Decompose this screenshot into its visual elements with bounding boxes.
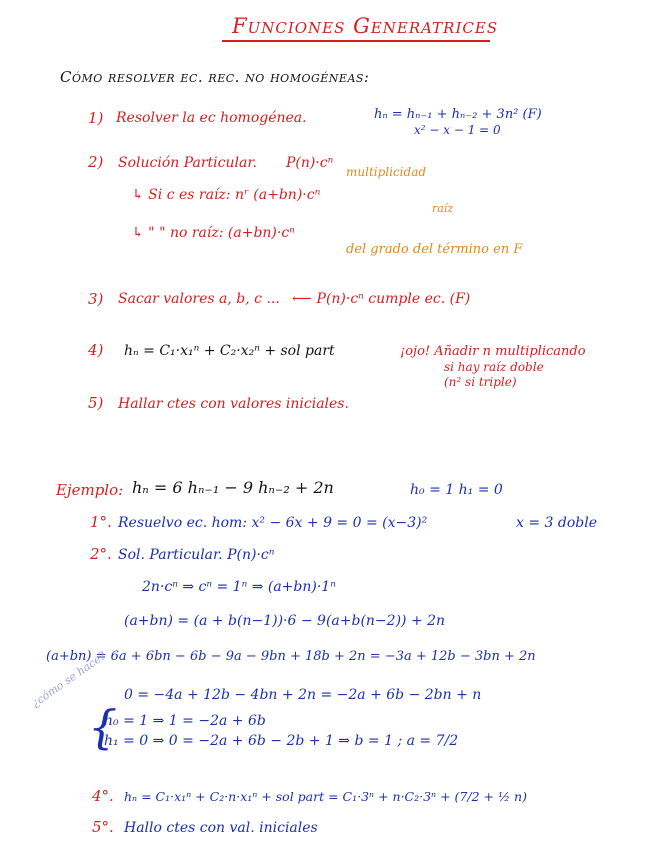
subtitle: Cómo resolver ec. rec. no homogéneas: (60, 68, 370, 86)
example-step-4: hₙ = C₁·x₁ⁿ + C₂·n·x₁ⁿ + sol part = C₁·3ⁿ + n·C₂·3ⁿ + (7/2 + ½ n) (124, 789, 527, 804)
step-4-warning-line3: (n² si triple) (444, 375, 517, 389)
step-3-text: Sacar valores a, b, c ... (118, 291, 280, 307)
note-multiplicidad: multiplicidad (346, 165, 427, 179)
example-equation: hₙ = 6 hₙ₋₁ − 9 hₙ₋₂ + 2n (132, 478, 334, 497)
step-1-text: Resolver la ec homogénea. (116, 110, 307, 126)
step-2-text: Solución Particular. (118, 155, 257, 171)
example-label: Ejemplo: (56, 481, 124, 499)
example-line-1: 2n·cⁿ ⇒ cⁿ = 1ⁿ ⇒ (a+bn)·1ⁿ (142, 579, 336, 595)
example-system-line-1: h₀ = 1 ⇒ 1 = −2a + 6b (104, 713, 266, 729)
step-1-number: 1) (88, 109, 104, 127)
step-4-text: hₙ = C₁·x₁ⁿ + C₂·x₂ⁿ + sol part (124, 343, 335, 359)
step-1-equation: hₙ = hₙ₋₁ + hₙ₋₂ + 3n² (F) (374, 107, 542, 122)
example-step-2: Sol. Particular. P(n)·cⁿ (118, 547, 275, 563)
example-line-3: (a+bn) = 6a + 6bn − 6b − 9a − 9bn + 18b + 2n = −3a + 12b − 3bn + 2n (46, 649, 536, 664)
step-4-number: 4) (88, 341, 104, 359)
example-step-5-number: 5°. (92, 818, 114, 836)
example-step-1-number: 1°. (90, 513, 112, 531)
example-step-2-number: 2°. (90, 545, 112, 563)
system-brace: { (88, 700, 118, 754)
step-3-arrow-note: ⟵ P(n)·cⁿ cumple ec. (F) (292, 291, 471, 307)
step-5-text: Hallar ctes con valores iniciales. (118, 396, 349, 412)
step-2-case-root: ↳ Si c es raíz: nʳ (a+bn)·cⁿ (132, 187, 321, 203)
step-4-warning: ¡ojo! Añadir n multiplicando (400, 344, 586, 359)
step-5-number: 5) (88, 394, 104, 412)
note-raiz: raíz (432, 202, 454, 215)
step-2-number: 2) (88, 153, 104, 171)
step-4-warning-line2: si hay raíz doble (444, 360, 544, 374)
note-grado: del grado del término en F (346, 242, 523, 257)
step-3-number: 3) (88, 290, 104, 308)
example-step-1: Resuelvo ec. hom: x² − 6x + 9 = 0 = (x−3)² (118, 515, 428, 531)
step-2-case-nonroot: ↳ " " no raíz: (a+bn)·cⁿ (132, 225, 295, 241)
example-line-4: 0 = −4a + 12b − 4bn + 2n = −2a + 6b − 2bn + n (124, 687, 482, 703)
example-step-4-number: 4°. (92, 787, 114, 805)
example-initial-values: h₀ = 1 h₁ = 0 (410, 482, 503, 498)
step-1-characteristic: x² − x − 1 = 0 (414, 123, 501, 137)
example-system-line-2: h₁ = 0 ⇒ 0 = −2a + 6b − 2b + 1 ⇒ b = 1 ; a = 7/2 (104, 733, 459, 749)
page-title: Funciones Generatrices (232, 14, 499, 38)
side-note: ¿cómo se hace? (29, 649, 109, 710)
step-2-formula: P(n)·cⁿ (286, 155, 334, 171)
example-step-5: Hallo ctes con val. iniciales (124, 820, 318, 836)
example-step-1-root: x = 3 doble (516, 515, 597, 531)
title-underline (222, 40, 490, 42)
example-line-2: (a+bn) = (a + b(n−1))·6 − 9(a+b(n−2)) + 2n (124, 613, 446, 629)
